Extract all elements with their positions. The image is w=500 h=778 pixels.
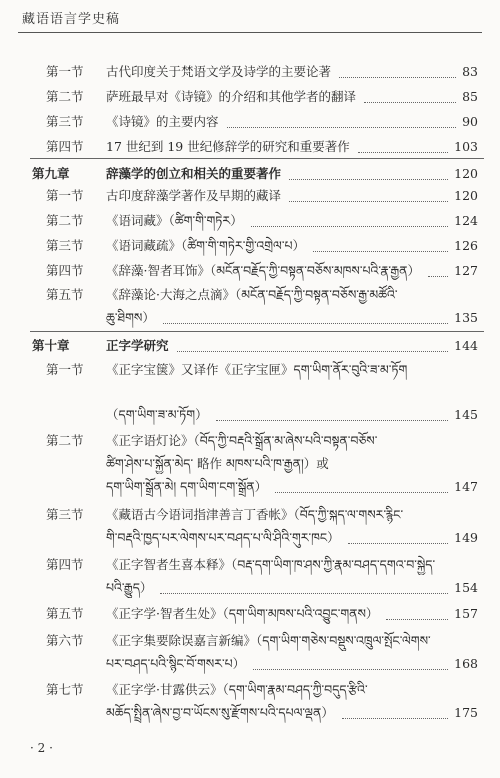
dot-leader	[289, 201, 448, 202]
page-number: 175	[454, 705, 478, 720]
dot-leader	[160, 593, 448, 594]
entry-title: 《正字学·智者生处》（དག་ཡིག་མཁས་པའི་འབྱུང་གནས）	[106, 606, 379, 621]
entry-title: 古印度辞藻学著作及早期的藏译	[106, 188, 282, 203]
page-number: 149	[454, 530, 478, 545]
entry-title-continuation	[0, 308, 500, 328]
dot-leader	[313, 251, 448, 252]
entry-title-continuation	[0, 405, 500, 425]
page-number: 135	[454, 310, 478, 325]
entry-label: 第九章	[32, 166, 70, 181]
entry-title: 《正字集要除误嘉言新编》（དག་ཡིག་གཅེས་བསྡུས་འཁྲུལ་སྤོང་ལེགས་	[106, 633, 431, 648]
dot-leader	[253, 669, 448, 670]
toc-entry[interactable]	[0, 236, 500, 256]
entry-title: 《正字学·甘露供云》（དག་ཡིག་རྣམ་བཤད་ཀྱི་བདུད་རྩིའི་	[106, 682, 368, 697]
toc-entry[interactable]	[0, 360, 500, 380]
toc-entry[interactable]	[0, 555, 500, 575]
toc-entry[interactable]	[0, 631, 500, 651]
toc-entry[interactable]	[0, 186, 500, 206]
entry-title-line2: ཚིག་ཤེས་པ་སྐྱོན་མེད་ 略作 མཁས་པའི་ཁ་རྒྱན།）或	[106, 456, 329, 471]
entry-title-continuation	[0, 703, 500, 723]
entry-title: 17 世纪到 19 世纪修辞学的研究和重要著作	[106, 139, 350, 154]
dot-leader	[227, 127, 456, 128]
page-number: 83	[462, 64, 478, 79]
folio: · 2 ·	[30, 741, 53, 755]
entry-title-continuation	[0, 454, 500, 474]
page-number: 85	[462, 89, 478, 104]
page-number: 147	[454, 479, 478, 494]
toc-entry[interactable]	[0, 261, 500, 281]
entry-label: 第一节	[46, 188, 84, 203]
toc-chapter[interactable]	[0, 164, 500, 184]
page-number: 120	[454, 188, 478, 203]
toc-entry[interactable]	[0, 285, 500, 305]
entry-title-continuation	[0, 477, 500, 497]
dot-leader	[428, 276, 448, 277]
entry-label: 第二节	[46, 433, 84, 448]
toc-entry[interactable]	[0, 137, 500, 157]
entry-title: 古代印度关于梵语文学及诗学的主要论著	[106, 64, 332, 79]
entry-label: 第二节	[46, 89, 84, 104]
entry-title: 《语词藏疏》（ཚིག་གི་གཏེར་གྱི་འགྲེལ་པ）	[106, 238, 306, 253]
entry-label: 第四节	[46, 139, 84, 154]
entry-title-tail: （དག་ཡིག་ཟ་མ་ཏོག）	[106, 407, 208, 422]
dot-leader	[163, 323, 448, 324]
entry-title: 《语词藏》（ཚིག་གི་གཏེར）	[106, 213, 243, 228]
entry-title-tail: ཆུ་ཐིགས）	[106, 310, 155, 325]
dot-leader	[386, 619, 448, 620]
entry-label: 第三节	[46, 238, 84, 253]
entry-title: 《藏语古今语词指津善言丁香帐》（བོད་ཀྱི་སྐད་ལ་གསར་རྙིང་	[106, 507, 404, 522]
page-number: 126	[454, 238, 478, 253]
entry-title-tail: དག་ཡིག་སྒྲོན་མེ། དག་ཡིག་ངག་སྒྲོན）	[106, 479, 268, 494]
toc-entry[interactable]	[0, 211, 500, 231]
entry-title: 辞藻学的创立和相关的重要著作	[106, 166, 282, 181]
toc-entry[interactable]	[0, 431, 500, 451]
page-number: 103	[454, 139, 478, 154]
entry-label: 第七节	[46, 682, 84, 697]
dot-leader	[348, 543, 448, 544]
entry-title: 《正字宝箧》又译作《正字宝匣》དག་ཡིག་ནོར་བུའི་ཟ་མ་ཏོག	[106, 362, 408, 377]
chapter-divider	[30, 331, 484, 332]
entry-label: 第四节	[46, 263, 84, 278]
entry-title: 《辞藻·智者耳饰》（མངོན་བརྗོད་ཀྱི་བསྟན་བཅོས་མཁས་པའི་རྣ་རྒྱན）	[106, 263, 420, 278]
entry-label: 第五节	[46, 606, 84, 621]
chapter-divider	[30, 158, 484, 159]
entry-title-tail: མཆོད་སྤྲིན་ཞེས་བྱ་བ་ཡོངས་སུ་རྫོགས་པའི་དཔལ་ལྡན）	[106, 705, 334, 720]
toc-entry[interactable]	[0, 604, 500, 624]
toc-entry[interactable]	[0, 112, 500, 132]
entry-title: 正字学研究	[106, 338, 169, 353]
entry-title-tail: གི་བརྡའི་ཁྱད་པར་ལེགས་པར་བཤད་པ་ལི་ཤིའི་གུར་ཁང）	[106, 530, 340, 545]
entry-title: 《诗镜》的主要内容	[106, 114, 219, 129]
entry-title-continuation	[0, 528, 500, 548]
entry-title: 《正字智者生喜本释》（བརྡ་དག་ཡིག་ཁ་ཤས་ཀྱི་རྣམ་བཤད་དགའ་བ་སྐྱེད་	[106, 557, 436, 572]
entry-label: 第十章	[32, 338, 70, 353]
entry-title: 萨班最早对《诗镜》的介绍和其他学者的翻译	[106, 89, 357, 104]
page-number: 144	[454, 338, 478, 353]
entry-label: 第六节	[46, 633, 84, 648]
toc-entry[interactable]	[0, 62, 500, 82]
dot-leader	[216, 420, 448, 421]
running-head: 藏语语言学史稿	[22, 12, 121, 27]
page-number: 145	[454, 407, 478, 422]
page-number: 124	[454, 213, 478, 228]
entry-title-tail: པའི་རྒྱུད）	[106, 580, 153, 595]
toc-entry[interactable]	[0, 680, 500, 700]
entry-label: 第三节	[46, 114, 84, 129]
page-number: 120	[454, 166, 478, 181]
header-rule	[18, 32, 482, 33]
page-number: 157	[454, 606, 478, 621]
toc-chapter[interactable]	[0, 336, 500, 356]
entry-title-continuation	[0, 654, 500, 674]
dot-leader	[177, 351, 448, 352]
entry-label: 第三节	[46, 507, 84, 522]
page-number: 127	[454, 263, 478, 278]
entry-title: 《正字语灯论》（བོད་ཀྱི་བརྡའི་སྒྲོན་མ་ཞེས་པའི་བསྟན་བཅོས་	[106, 433, 378, 448]
entry-title-tail: པར་བཤད་པའི་སྙིང་བོ་གསར་པ）	[106, 656, 246, 671]
entry-label: 第四节	[46, 557, 84, 572]
entry-title: 《辞藻论·大海之点滴》（མངོན་བརྗོད་ཀྱི་བསྟན་བཅོས་རྒྱ་མཚོའི་	[106, 287, 398, 302]
dot-leader	[358, 152, 448, 153]
dot-leader	[342, 718, 448, 719]
dot-leader	[289, 179, 448, 180]
toc-entry[interactable]	[0, 87, 500, 107]
dot-leader	[251, 226, 448, 227]
entry-label: 第二节	[46, 213, 84, 228]
entry-label: 第五节	[46, 287, 84, 302]
entry-label: 第一节	[46, 362, 84, 377]
dot-leader	[275, 492, 448, 493]
dot-leader	[364, 102, 456, 103]
toc-entry[interactable]	[0, 505, 500, 525]
entry-title-continuation	[0, 578, 500, 598]
dot-leader	[339, 77, 456, 78]
entry-label: 第一节	[46, 64, 84, 79]
page-number: 168	[454, 656, 478, 671]
page-number: 154	[454, 580, 478, 595]
page-number: 90	[462, 114, 478, 129]
